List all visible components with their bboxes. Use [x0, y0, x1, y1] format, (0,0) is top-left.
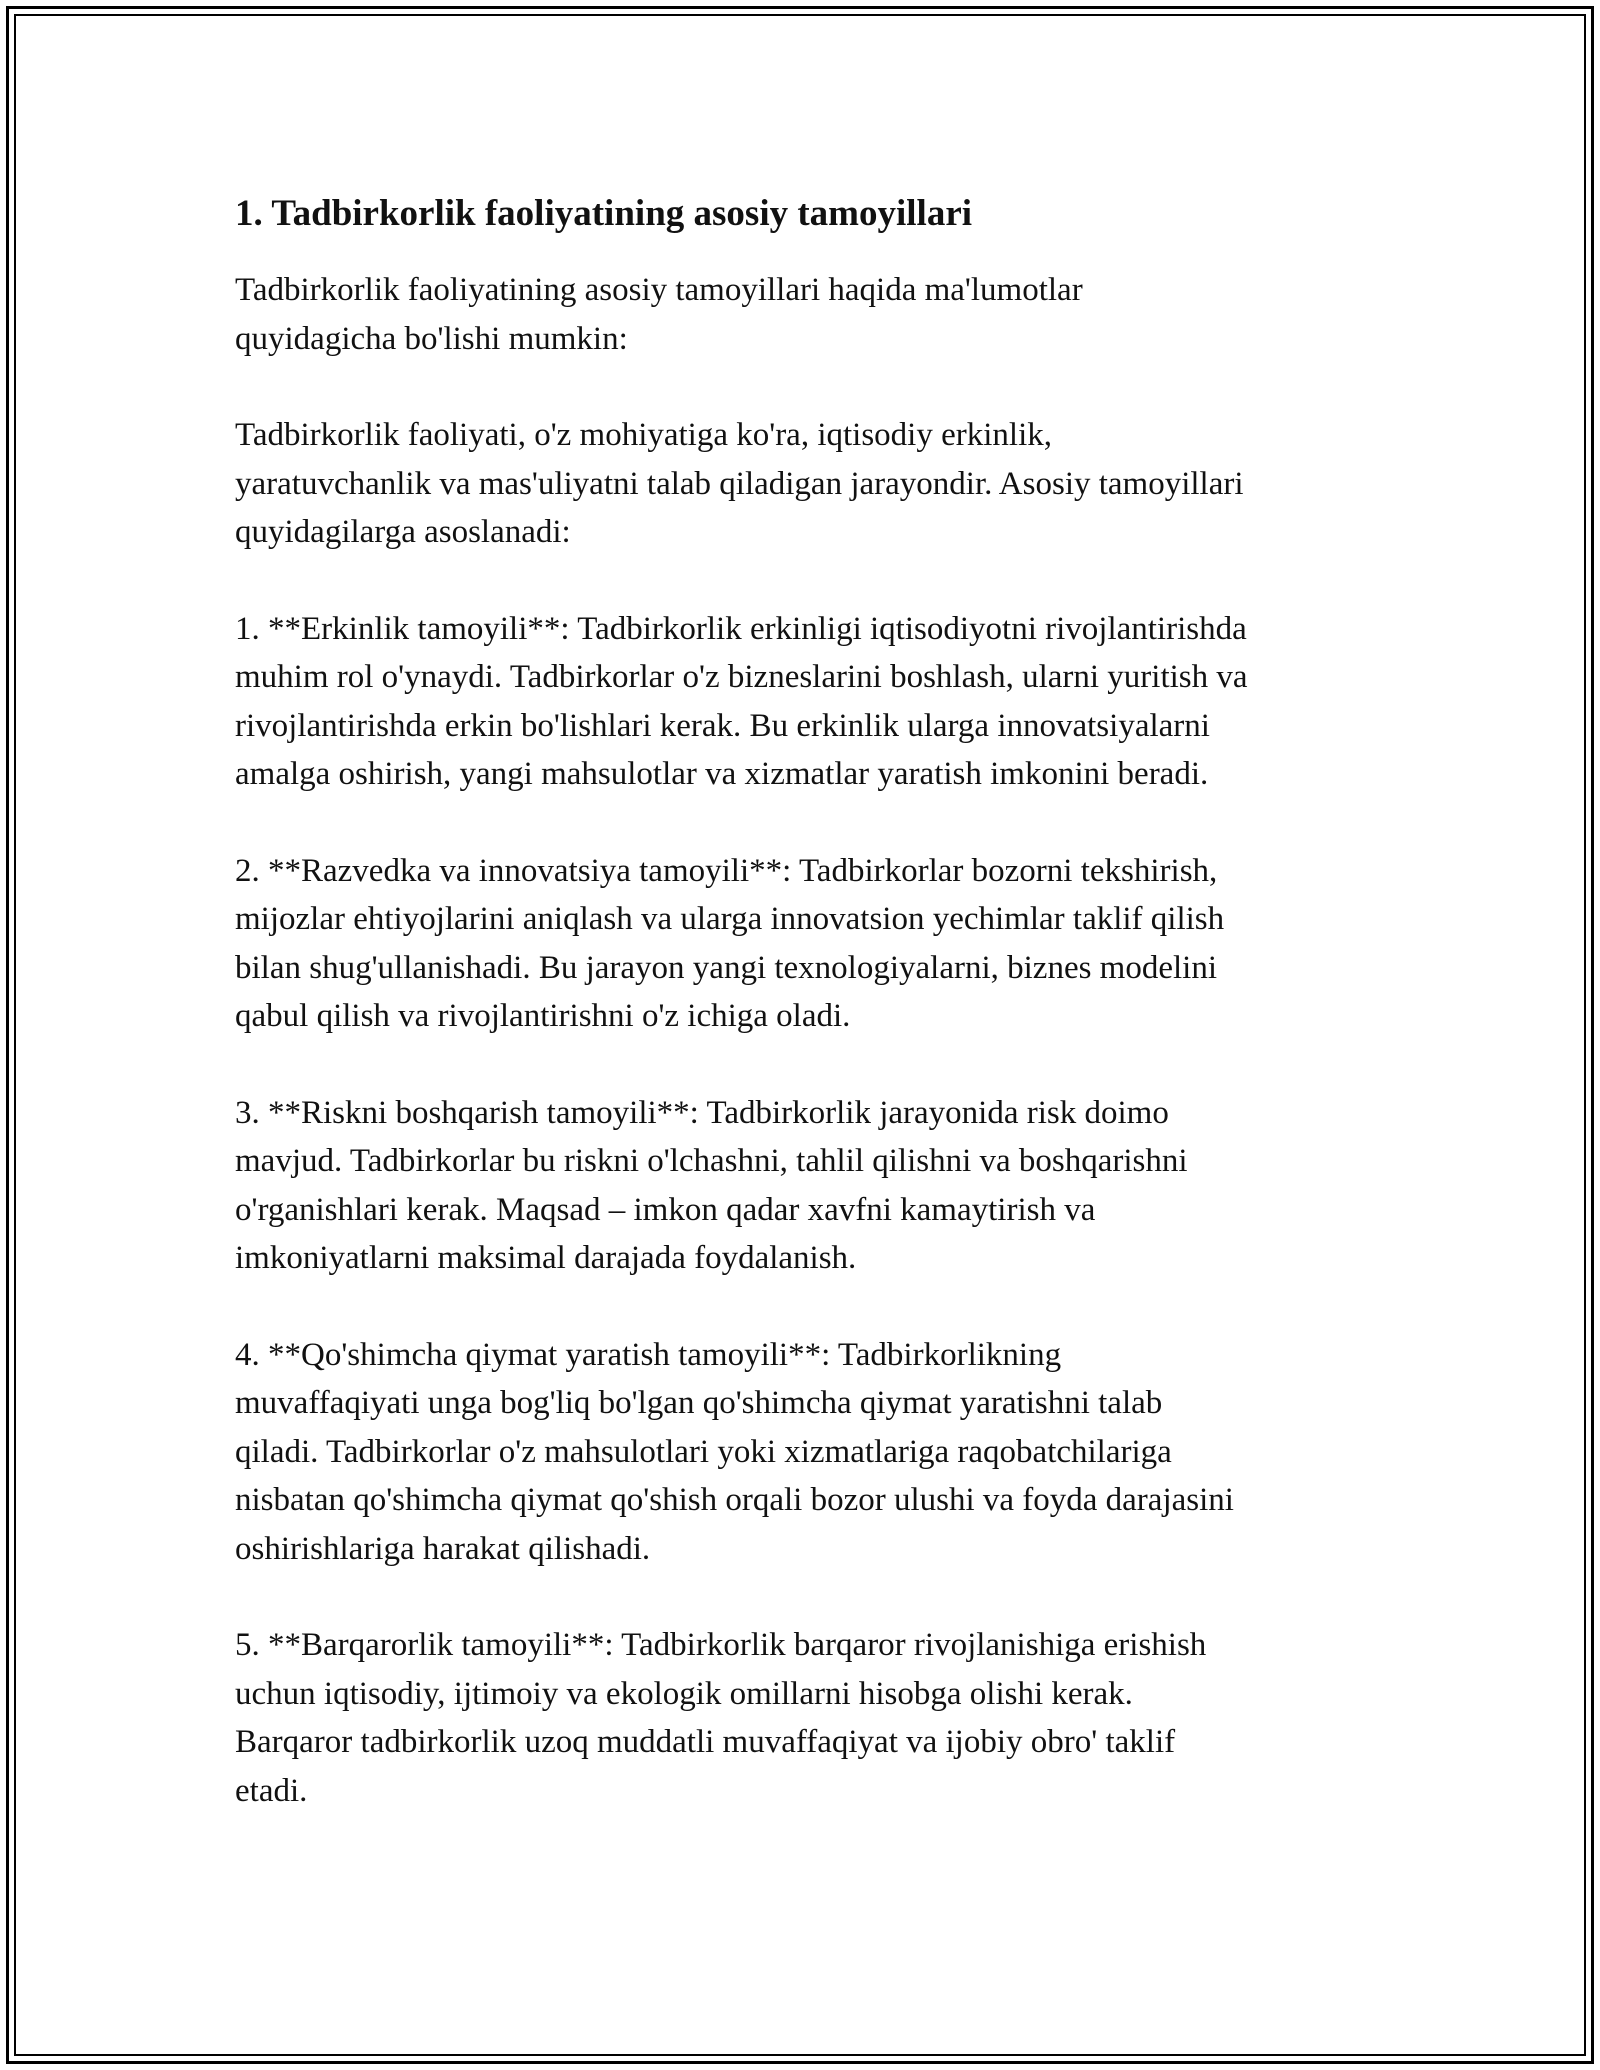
principle-barqarorlik: 5. **Barqarorlik tamoyili**: Tadbirkorlik barqaror rivojlanishiga erishish uchun iqtisodiy, ijtimoiy va ekologik omillarni hisobga olishi kerak. Barqaror tadbirkorlik uzoq muddatli muvaffaqiyat va ijobiy obro' taklif etadi.	[235, 1627, 1207, 1809]
principle-qoshimcha-qiymat: 4. **Qo'shimcha qiymat yaratish tamoyili**: Tadbirkorlikning muvaffaqiyati unga bog'liq bo'lgan qo'shimcha qiymat yaratishni talab qiladi. Tadbirkorlar o'z mahsulotlari yoki xizmatlariga raqobatchilariga nisbatan qo'shimcha qiymat qo'shish orqali bozor ulushi va foyda darajasini oshirishlariga harakat qilishadi.	[235, 1336, 1234, 1567]
lead-paragraph: Tadbirkorlik faoliyati, o'z mohiyatiga ko'ra, iqtisodiy erkinlik, yaratuvchanlik va mas'uliyatni talab qiladigan jarayondir. Asosiy tamoyillari quyidagilarga asoslanadi:	[235, 417, 1244, 550]
document-body	[235, 190, 1375, 1863]
document-title: 1. Tadbirkorlik faoliyatining asosiy tamoyillari	[235, 193, 973, 234]
principle-riskni-boshqarish: 3. **Riskni boshqarish tamoyili**: Tadbirkorlik jarayonida risk doimo mavjud. Tadbirkorlar bu riskni o'lchashni, tahlil qilishni va boshqarishni o'rganishlari kerak. Maqsad – imkon qadar xavfni kamaytirish va imkoniyatlarni maksimal darajada foydalanish.	[235, 1094, 1188, 1276]
intro-paragraph: Tadbirkorlik faoliyatining asosiy tamoyillari haqida ma'lumotlar quyidagicha bo'lishi mumkin:	[235, 272, 1083, 357]
principle-erkinlik: 1. **Erkinlik tamoyili**: Tadbirkorlik erkinligi iqtisodiyotni rivojlantirishda muhim rol o'ynaydi. Tadbirkorlar o'z bizneslarini boshlash, ularni yuritish va rivojlantirishda erkin bo'lishlari kerak. Bu erkinlik ularga innovatsiyalarni amalga oshirish, yangi mahsulotlar va xizmatlar yaratish imkonini beradi.	[235, 610, 1248, 792]
principle-razvedka-innovatsiya: 2. **Razvedka va innovatsiya tamoyili**: Tadbirkorlar bozorni tekshirish, mijozlar ehtiyojlarini aniqlash va ularga innovatsion yechimlar taklif qilish bilan shug'ullanishadi. Bu jarayon yangi texnologiyalarni, biznes modelini qabul qilish va rivojlantirishni o'z ichiga oladi.	[235, 852, 1225, 1034]
